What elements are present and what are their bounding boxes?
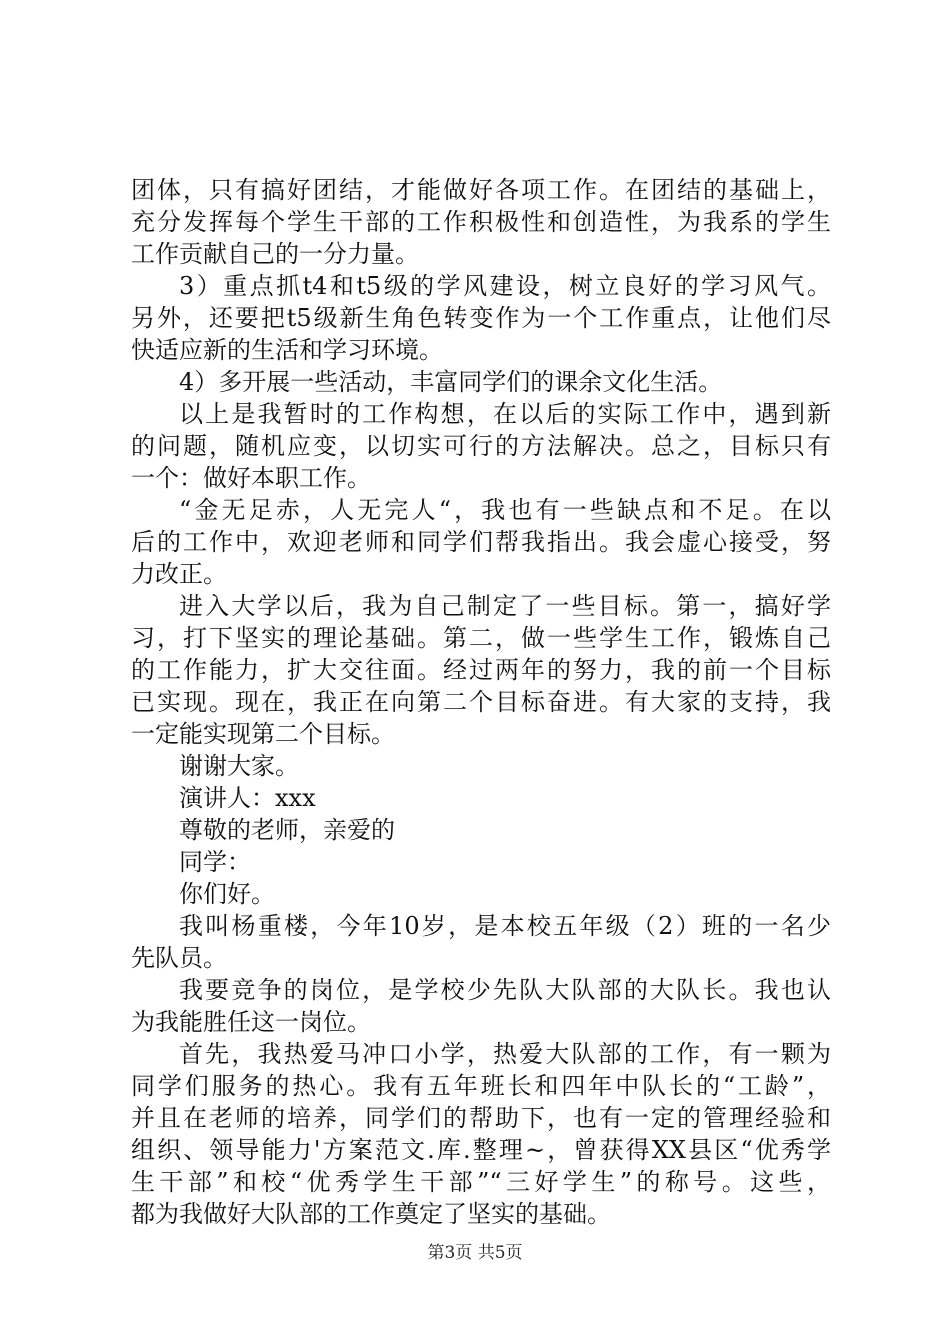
text-line: 的问题，随机应变，以切实可行的方法解决。总之，目标只有 [131, 432, 831, 460]
text-line: 同学： [179, 848, 251, 876]
page-number-footer: 第3页 共5页 [427, 1243, 523, 1263]
text-line: 进入大学以后，我为自己制定了一些目标。第一，搞好学 [179, 592, 831, 620]
text-line: “金无足赤，人无完人“，我也有一些缺点和不足。在以 [179, 496, 831, 524]
text-line: 工作贡献自己的一分力量。 [131, 240, 419, 268]
text-line: 后的工作中，欢迎老师和同学们帮我指出。我会虚心接受，努 [131, 528, 831, 556]
text-line: 我要竞争的岗位，是学校少先队大队部的大队长。我也认 [179, 976, 831, 1004]
text-line: 首先，我热爱马冲口小学，热爱大队部的工作，有一颗为 [179, 1040, 831, 1068]
text-line: 一个：做好本职工作。 [131, 464, 371, 492]
text-line: 团体，只有搞好团结，才能做好各项工作。在团结的基础上， [131, 176, 831, 204]
text-line: 为我能胜任这一岗位。 [131, 1008, 371, 1036]
text-line: 快适应新的生活和学习环境。 [131, 336, 443, 364]
text-line: 的工作能力，扩大交往面。经过两年的努力，我的前一个目标 [131, 656, 831, 684]
text-line: 3）重点抓t4和t5级的学风建设，树立良好的学习风气。 [179, 272, 831, 300]
text-line: 力改正。 [131, 560, 227, 588]
text-line: 已实现。现在，我正在向第二个目标奋进。有大家的支持，我 [131, 688, 831, 716]
text-line: 你们好。 [179, 880, 275, 908]
text-line: 4）多开展一些活动，丰富同学们的课余文化生活。 [179, 368, 723, 396]
text-line: 都为我做好大队部的工作奠定了坚实的基础。 [131, 1200, 611, 1228]
text-line: 生干部”和校“优秀学生干部”“三好学生”的称号。这些， [131, 1168, 831, 1196]
text-line: 先队员。 [131, 944, 227, 972]
text-line: 演讲人：xxx [179, 784, 316, 812]
text-line: 一定能实现第二个目标。 [131, 720, 395, 748]
text-line: 谢谢大家。 [179, 752, 299, 780]
text-line: 以上是我暂时的工作构想，在以后的实际工作中，遇到新 [179, 400, 831, 428]
text-line: 并且在老师的培养，同学们的帮助下，也有一定的管理经验和 [131, 1104, 831, 1132]
text-line: 我叫杨重楼，今年10岁，是本校五年级（2）班的一名少 [179, 912, 831, 940]
text-line: 另外，还要把t5级新生角色转变作为一个工作重点，让他们尽 [131, 304, 831, 332]
text-line: 同学们服务的热心。我有五年班长和四年中队长的“工龄”， [131, 1072, 831, 1100]
text-line: 习，打下坚实的理论基础。第二，做一些学生工作，锻炼自己 [131, 624, 831, 652]
text-line: 充分发挥每个学生干部的工作积极性和创造性，为我系的学生 [131, 208, 831, 236]
text-line: 组织、领导能力'方案范文.库.整理~，曾获得XX县区“优秀学 [131, 1136, 831, 1164]
document-body [131, 174, 831, 1230]
text-line: 尊敬的老师，亲爱的 [179, 816, 395, 844]
